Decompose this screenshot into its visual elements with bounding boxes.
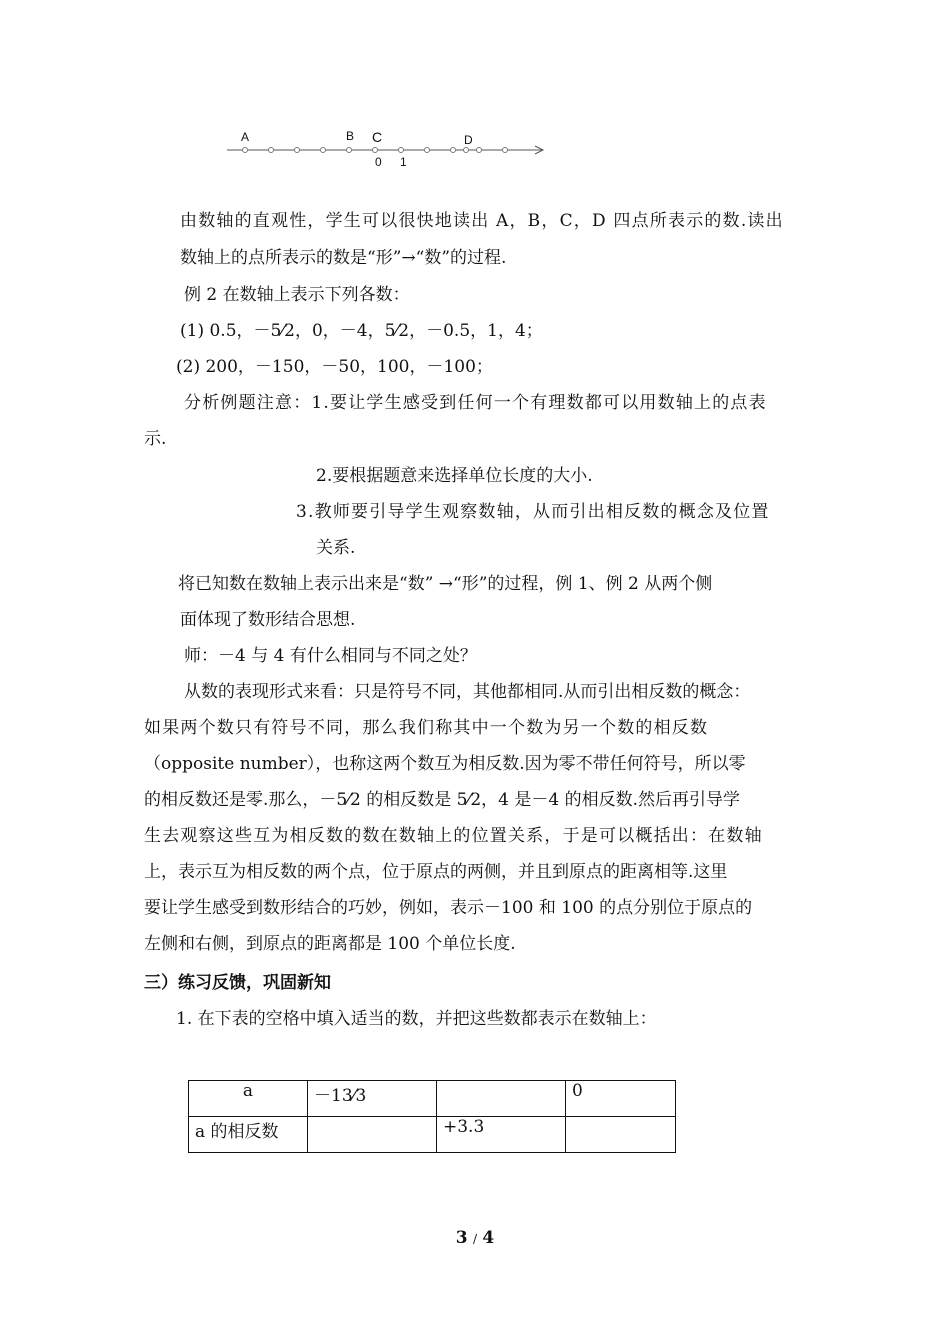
table-cell: －13⁄3 (308, 1081, 437, 1117)
paragraph-line: 面体现了数形结合思想. (180, 610, 356, 630)
paragraph-line: 从数的表现形式来看：只是符号不同，其他都相同.从而引出相反数的概念： (184, 682, 751, 702)
note-3-line: 关系. (316, 538, 356, 558)
page-separator: / (472, 1232, 478, 1246)
tick-point (373, 148, 378, 153)
tick-point (347, 148, 352, 153)
example-2-item-2: (2) 200，－150，－50，100，－100； (176, 357, 493, 377)
table-cell (566, 1117, 676, 1153)
paragraph-line: 生去观察这些互为相反数的数在数轴上的位置关系，于是可以概括出：在数轴 (144, 826, 763, 846)
table-row (189, 1081, 676, 1117)
page-current: 3 (455, 1228, 468, 1248)
paragraph-line: 如果两个数只有符号不同，那么我们称其中一个数为另一个数的相反数 (144, 718, 709, 738)
example-2-heading: 例 2 在数轴上表示下列各数： (184, 285, 410, 305)
point-label-a: A (241, 130, 250, 144)
table-cell (437, 1081, 566, 1117)
tick-point (269, 148, 274, 153)
tick-point (464, 148, 469, 153)
table-cell: a (189, 1081, 308, 1117)
example-2-item-1: (1) 0.5，－5⁄2，0，－4，5⁄2，－0.5，1，4； (180, 321, 543, 341)
tick-point (451, 148, 456, 153)
note-2: 2.要根据题意来选择单位长度的大小. (316, 466, 593, 486)
analysis-line: 示. (144, 429, 167, 449)
table-cell (308, 1117, 437, 1153)
table-cell: +3.3 (437, 1117, 566, 1153)
paragraph-line: 的相反数还是零.那么，－5⁄2 的相反数是 5⁄2，4 是－4 的相反数.然后再引导学 (144, 790, 740, 810)
exercise-1: 1. 在下表的空格中填入适当的数，并把这些数都表示在数轴上： (176, 1009, 657, 1029)
tick-point (321, 148, 326, 153)
tick-point (399, 148, 404, 153)
number-line-figure (225, 126, 550, 174)
section-heading: 三）练习反馈，巩固新知 (144, 973, 331, 993)
tick-label-zero: 0 (375, 155, 382, 169)
note-3-line: 3.教师要引导学生观察数轴，从而引出相反数的概念及位置 (296, 502, 770, 522)
table-row (189, 1117, 676, 1153)
tick-point (503, 148, 508, 153)
teacher-question: 师：－4 与 4 有什么相同与不同之处？ (184, 646, 477, 666)
paragraph-line: 要让学生感受到数形结合的巧妙，例如，表示－100 和 100 的点分别位于原点的 (144, 898, 753, 918)
tick-point (477, 148, 482, 153)
paragraph-line: 上，表示互为相反数的两个点，位于原点的两侧，并且到原点的距离相等.这里 (144, 862, 728, 882)
page-number (0, 1228, 950, 1248)
tick-point (425, 148, 430, 153)
tick-label-one: 1 (400, 155, 407, 169)
table-cell: 0 (566, 1081, 676, 1117)
tick-point (295, 148, 300, 153)
analysis-line: 分析例题注意：1.要让学生感受到任何一个有理数都可以用数轴上的点表 (184, 393, 767, 413)
paragraph-line: （opposite number），也称这两个数互为相反数.因为零不带任何符号，所以零 (144, 754, 746, 774)
point-label-c: C (372, 129, 383, 145)
paragraph-line: 由数轴的直观性，学生可以很快地读出 A，B，C，D 四点所表示的数.读出 (180, 211, 784, 231)
point-label-b: B (346, 129, 355, 143)
page-total: 4 (482, 1228, 495, 1248)
paragraph-line: 数轴上的点所表示的数是“形”→“数”的过程. (180, 248, 507, 268)
point-label-d: D (464, 133, 473, 147)
paragraph-line: 将已知数在数轴上表示出来是“数” →“形”的过程，例 1、例 2 从两个侧 (178, 574, 713, 594)
tick-point (243, 148, 248, 153)
table-cell: a 的相反数 (189, 1117, 308, 1153)
paragraph-line: 左侧和右侧，到原点的距离都是 100 个单位长度. (144, 934, 516, 954)
exercise-table (188, 1080, 676, 1153)
